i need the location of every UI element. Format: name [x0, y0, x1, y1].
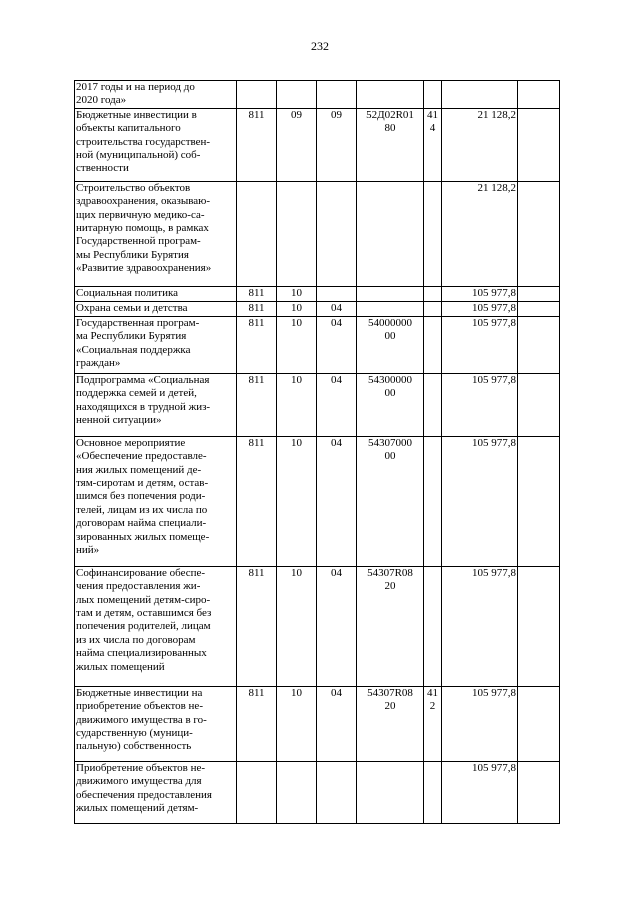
extra-column	[518, 566, 560, 686]
section-code	[277, 181, 317, 286]
table-row	[75, 686, 560, 761]
target-article-code	[357, 301, 424, 316]
adm-code: 811	[237, 686, 277, 761]
amount	[442, 81, 518, 109]
expense-type-code	[424, 761, 442, 823]
adm-code: 811	[237, 373, 277, 436]
expense-type-code	[424, 566, 442, 686]
table-row	[75, 566, 560, 686]
row-name: Охрана семьи и детства	[75, 301, 237, 316]
amount: 105 977,8	[442, 316, 518, 373]
table-row	[75, 373, 560, 436]
table-row	[75, 81, 560, 109]
amount: 21 128,2	[442, 108, 518, 181]
adm-code: 811	[237, 108, 277, 181]
amount: 105 977,8	[442, 761, 518, 823]
subsection-code: 04	[317, 373, 357, 436]
section-code: 10	[277, 286, 317, 301]
target-article-code: 54300000 00	[357, 373, 424, 436]
subsection-code	[317, 181, 357, 286]
row-name: Бюджетные инвестиции в объекты капитального строительства государствен- ной (муниципальной) соб- ственности	[75, 108, 237, 181]
section-code: 10	[277, 686, 317, 761]
subsection-code: 04	[317, 316, 357, 373]
section-code: 10	[277, 316, 317, 373]
target-article-code: 54307000 00	[357, 436, 424, 566]
target-article-code	[357, 761, 424, 823]
expense-type-code: 41 2	[424, 686, 442, 761]
amount: 105 977,8	[442, 566, 518, 686]
row-name: Социальная политика	[75, 286, 237, 301]
table-row	[75, 761, 560, 823]
adm-code	[237, 761, 277, 823]
adm-code	[237, 81, 277, 109]
adm-code: 811	[237, 301, 277, 316]
budget-table	[74, 80, 560, 824]
extra-column	[518, 301, 560, 316]
amount: 105 977,8	[442, 373, 518, 436]
row-name: Бюджетные инвестиции на приобретение объектов не- движимого имущества в го- сударственную (муници- пальную) собственность	[75, 686, 237, 761]
section-code: 10	[277, 436, 317, 566]
row-name: Строительство объектов здравоохранения, оказываю- щих первичную медико-са- нитарную помощь, в рамках Государственной програм- мы Республики Бурятия «Развитие здравоохранения»	[75, 181, 237, 286]
adm-code	[237, 181, 277, 286]
table-row	[75, 436, 560, 566]
amount: 105 977,8	[442, 301, 518, 316]
extra-column	[518, 108, 560, 181]
section-code	[277, 81, 317, 109]
expense-type-code	[424, 81, 442, 109]
subsection-code: 09	[317, 108, 357, 181]
section-code	[277, 761, 317, 823]
table-row	[75, 286, 560, 301]
subsection-code	[317, 761, 357, 823]
adm-code: 811	[237, 436, 277, 566]
table-row	[75, 181, 560, 286]
subsection-code: 04	[317, 301, 357, 316]
expense-type-code	[424, 181, 442, 286]
extra-column	[518, 436, 560, 566]
adm-code: 811	[237, 316, 277, 373]
table-row	[75, 301, 560, 316]
extra-column	[518, 181, 560, 286]
target-article-code: 54000000 00	[357, 316, 424, 373]
section-code: 10	[277, 301, 317, 316]
amount: 105 977,8	[442, 686, 518, 761]
target-article-code	[357, 81, 424, 109]
expense-type-code	[424, 436, 442, 566]
row-name: Приобретение объектов не- движимого имущества для обеспечения предоставления жилых помещений детям-	[75, 761, 237, 823]
subsection-code: 04	[317, 436, 357, 566]
section-code: 09	[277, 108, 317, 181]
extra-column	[518, 81, 560, 109]
adm-code: 811	[237, 286, 277, 301]
expense-type-code	[424, 301, 442, 316]
table-row	[75, 316, 560, 373]
target-article-code	[357, 181, 424, 286]
extra-column	[518, 286, 560, 301]
row-name: Основное мероприятие «Обеспечение предоставле- ния жилых помещений де- тям-сиротам и детям, остав- шимся без попечения роди- телей, лицам из их числа по договорам найма специали- зированных жилых помеще- ний»	[75, 436, 237, 566]
row-name: Софинансирование обеспе- чения предоставления жи- лых помещений детям-сиро- там и детям, оставшимся без попечения родителей, лицам из их числа по договорам найма специализированных жилых помещений	[75, 566, 237, 686]
target-article-code	[357, 286, 424, 301]
amount: 21 128,2	[442, 181, 518, 286]
subsection-code: 04	[317, 686, 357, 761]
amount: 105 977,8	[442, 286, 518, 301]
subsection-code: 04	[317, 566, 357, 686]
expense-type-code	[424, 373, 442, 436]
extra-column	[518, 373, 560, 436]
expense-type-code	[424, 286, 442, 301]
extra-column	[518, 316, 560, 373]
extra-column	[518, 686, 560, 761]
amount: 105 977,8	[442, 436, 518, 566]
expense-type-code	[424, 316, 442, 373]
page-number: 232	[311, 39, 329, 53]
target-article-code: 52Д02R01 80	[357, 108, 424, 181]
subsection-code	[317, 286, 357, 301]
subsection-code	[317, 81, 357, 109]
extra-column	[518, 761, 560, 823]
target-article-code: 54307R08 20	[357, 686, 424, 761]
row-name: Государственная програм- ма Республики Бурятия «Социальная поддержка граждан»	[75, 316, 237, 373]
row-name: Подпрограмма «Социальная поддержка семей и детей, находящихся в трудной жиз- ненной ситуации»	[75, 373, 237, 436]
row-name: 2017 годы и на период до 2020 года»	[75, 81, 237, 109]
section-code: 10	[277, 373, 317, 436]
target-article-code: 54307R08 20	[357, 566, 424, 686]
section-code: 10	[277, 566, 317, 686]
expense-type-code: 41 4	[424, 108, 442, 181]
table-row	[75, 108, 560, 181]
adm-code: 811	[237, 566, 277, 686]
